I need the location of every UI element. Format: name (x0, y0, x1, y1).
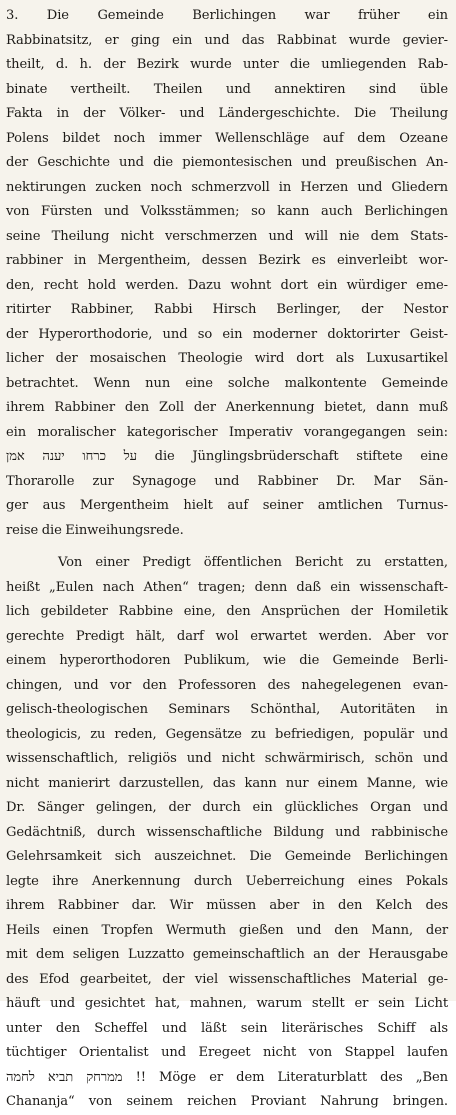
text-line: Von einer Predigt öffentlichen Bericht zu erstatten, (58, 555, 448, 570)
text-line: Polens bildet noch immer Wellenschläge auf dem Ozeane (6, 130, 448, 146)
text-line: ritirter Rabbiner, Rabbi Hirsch Berlinger, der Nestor (6, 302, 448, 317)
text-line: häuft und gesichtet hat, mahnen, warum stellt er sein Licht (6, 996, 448, 1011)
text-line: den, recht hold werden. Dazu wohnt dort ein würdiger eme- (6, 277, 448, 293)
text-line: des Efod gearbeitet, der viel wissenschaftliches Material ge- (6, 971, 448, 987)
text-line: Gelehrsamkeit sich auszeichnet. Die Gemeinde Berlichingen (6, 849, 448, 864)
text-line: legte ihre Anerkennung durch Ueberreichung eines Pokals (6, 873, 448, 889)
text-line: gerechte Predigt hält, darf wol erwartet werden. Aber vor (6, 628, 448, 644)
text-line: ein moralischer kategorischer Imperativ vorangegangen sein: (6, 424, 448, 440)
text-line: seine Theilung nicht verschmerzen und will nie dem Stats- (6, 228, 448, 244)
text-line: ihrem Rabbiner den Zoll der Anerkennung bietet, dann muß (6, 400, 448, 415)
paragraph-gap (6, 543, 448, 551)
text-line: von Fürsten und Volksstämmen; so kann auch Berlichingen (6, 204, 448, 219)
text-line: theilt, d. h. der Bezirk wurde unter die umliegenden Rab- (6, 57, 448, 72)
text-line: reise die Einweihungsrede. (6, 522, 184, 538)
text-line: Thorarolle zur Synagoge und Rabbiner Dr. Mar Sän- (6, 473, 448, 489)
text-line: ihrem Rabbiner dar. Wir müssen aber in den Kelch des (6, 898, 448, 913)
text-line: betrachtet. Wenn nun eine solche malkontente Gemeinde (6, 375, 448, 391)
text-line: 3. Die Gemeinde Berlichingen war früher ein (6, 8, 448, 23)
text-line: nicht manierirt darzustellen, das kann nur einem Manne, wie (6, 775, 448, 791)
paragraph-sermon-report (6, 551, 448, 1115)
text-line: mit dem seligen Luzzatto gemeinschaftlich an der Herausgabe (6, 947, 448, 962)
article-column (6, 4, 448, 1115)
text-line: Gedächtniß, durch wissenschaftliche Bildung und rabbinische (6, 824, 448, 840)
text-line: ger aus Mergentheim hielt auf seiner amtlichen Turnus- (6, 498, 448, 513)
text-line: Chananja“ von seinem reichen Proviant Nahrung bringen. (6, 1094, 448, 1109)
text-line: nektirungen zucken noch schmerzvoll in Herzen und Gliedern (6, 179, 448, 195)
text-line: licher der mosaischen Theologie wird dort als Luxusartikel (6, 351, 448, 366)
text-line: der Geschichte und die piemontesischen und preußischen An- (6, 155, 448, 170)
text-line: heißt „Eulen nach Athen“ tragen; denn daß ein wissenschaft- (6, 579, 448, 595)
text-line: binate vertheilt. Theilen und annektiren sind üble (6, 81, 448, 97)
text-line: tüchtiger Orientalist und Eregeet nicht von Stappel laufen (6, 1045, 448, 1060)
text-line: wissenschaftlich, religiös und nicht schwärmirisch, schön und (6, 751, 448, 766)
text-line: theologicis, zu reden, Gegensätze zu befriedigen, populär und (6, 726, 448, 742)
text-line: chingen, und vor den Professoren des nahegelegenen evan- (6, 677, 448, 693)
text-line: Fakta in der Völker- und Ländergeschichte. Die Theilung (6, 106, 448, 121)
text-line: rabbiner in Mergentheim, dessen Bezirk es einverleibt wor- (6, 253, 448, 268)
text-line: Rabbinatsitz, er ging ein und das Rabbinat wurde gevier- (6, 32, 448, 48)
text-line: unter den Scheffel und läßt sein literärisches Schiff als (6, 1020, 448, 1036)
text-line: lich gebildeter Rabbine eine, den Ansprüchen der Homiletik (6, 604, 448, 619)
text-line: על כרחו יענה אמן die Jünglingsbrüderschaft stiftete eine (6, 449, 448, 464)
paragraph-berlichingen-rabbinate (6, 4, 448, 543)
text-line: einem hyperorthodoren Publikum, wie die Gemeinde Berli- (6, 653, 448, 668)
text-line: Dr. Sänger gelingen, der durch ein glückliches Organ und (6, 800, 448, 815)
text-line: Heils einen Tropfen Wermuth gießen und den Mann, der (6, 922, 448, 938)
text-line: gelisch-theologischen Seminars Schönthal, Autoritäten in (6, 702, 448, 717)
text-line: ממרחק תביא לחמה !! Möge er dem Literaturblatt des „Ben (6, 1069, 448, 1085)
text-line: der Hyperorthodorie, und so ein moderner doktorirter Geist- (6, 326, 448, 342)
